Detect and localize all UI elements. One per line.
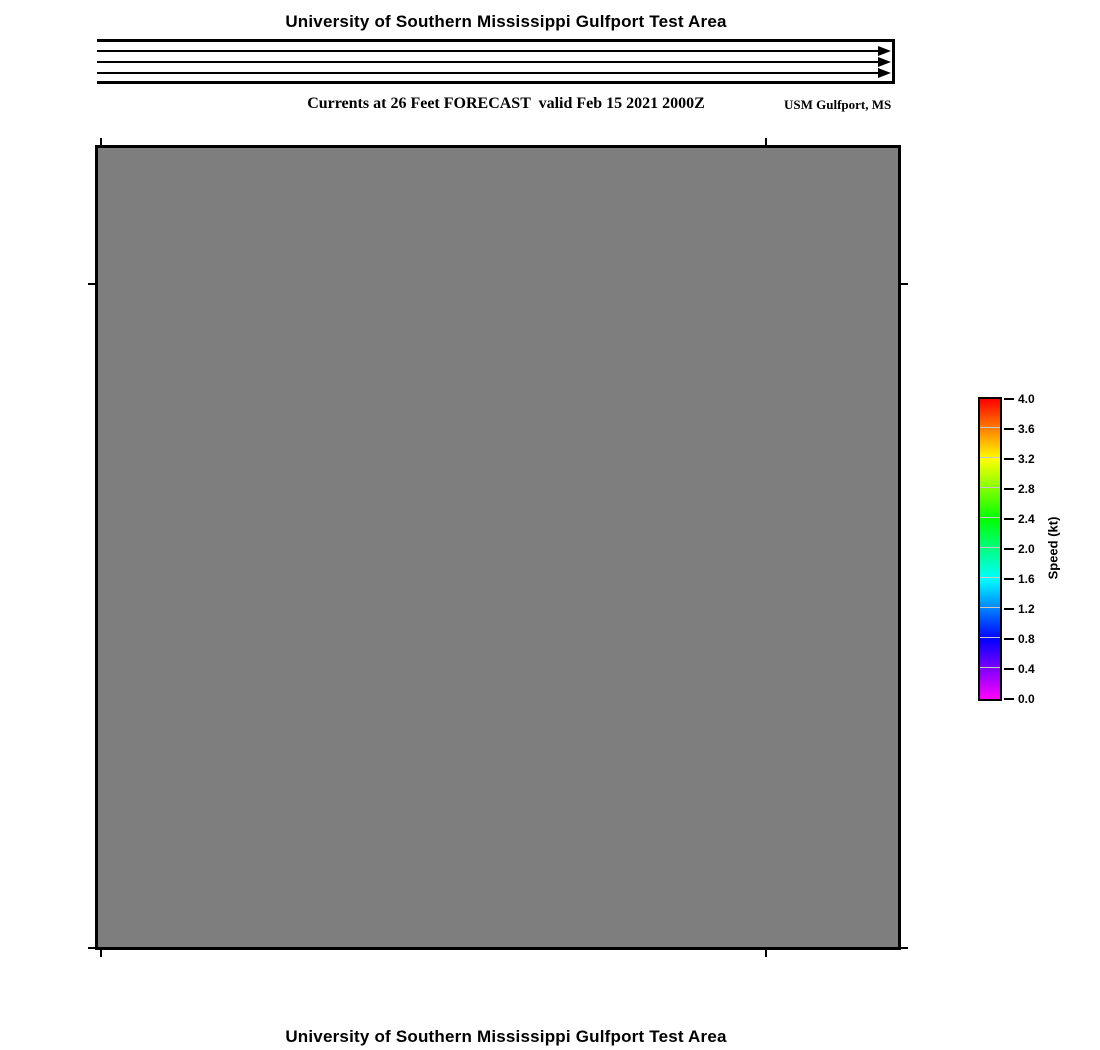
colorbar-tick [1004,518,1014,520]
colorbar-axis-label: Speed (kt) [1045,516,1061,580]
map-frame-tick-left-lower [88,947,95,949]
colorbar-gridline [980,607,1000,608]
colorbar-tick-label: 0.0 [1018,692,1035,706]
colorbar-gridline [980,637,1000,638]
map-frame-tick-top-right [765,138,767,145]
colorbar-tick [1004,668,1014,670]
legend-arrowhead-icon [878,46,891,56]
colorbar-tick-label: 2.8 [1018,482,1035,496]
map-frame-tick-right-upper [901,283,908,285]
station-credit: USM Gulfport, MS [784,97,892,112]
colorbar-gridline [980,517,1000,518]
colorbar-tick [1004,638,1014,640]
colorbar-tick-label: 1.6 [1018,572,1035,586]
legend-arrow-shaft [97,61,879,63]
colorbar-tick-label: 0.4 [1018,662,1035,676]
colorbar-tick [1004,488,1014,490]
colorbar-tick [1004,458,1014,460]
colorbar-gridline [980,577,1000,578]
colorbar-ticks [1002,399,1015,699]
forecast-subtitle: Currents at 26 Feet FORECAST valid Feb 15 2021 2000Z [307,95,705,112]
map-frame-tick-left-upper [88,283,95,285]
colorbar-gridline [980,427,1000,428]
colorbar-tick-label: 3.2 [1018,452,1035,466]
colorbar-tick [1004,608,1014,610]
colorbar [978,397,1002,701]
plot-title-top: University of Southern Mississippi Gulfport Test Area [285,12,727,31]
map-frame-tick-bottom-right [765,950,767,957]
colorbar-tick-label: 0.8 [1018,632,1035,646]
legend-arrowhead-icon [878,68,891,78]
legend-arrow-shaft [97,50,879,52]
colorbar-gridline [980,487,1000,488]
colorbar-tick [1004,428,1014,430]
colorbar-tick [1004,398,1014,400]
colorbar-gridline [980,667,1000,668]
map-frame-tick-top-left [100,138,102,145]
plot-title-bottom: University of Southern Mississippi Gulfport Test Area [285,1027,727,1046]
colorbar-tick [1004,698,1014,700]
map-frame-tick-bottom-left [100,950,102,957]
map-area [95,145,901,950]
colorbar-tick-label: 1.2 [1018,602,1035,616]
colorbar-tick [1004,578,1014,580]
vector-scale-legend [97,39,895,84]
colorbar-tick-label: 2.4 [1018,512,1035,526]
legend-arrowhead-icon [878,57,891,67]
colorbar-gridline [980,547,1000,548]
colorbar-tick-label: 3.6 [1018,422,1035,436]
colorbar-tick-label: 4.0 [1018,392,1035,406]
map-frame-tick-right-lower [901,947,908,949]
colorbar-tick [1004,548,1014,550]
legend-arrow-shaft [97,72,879,74]
colorbar-gridline [980,457,1000,458]
colorbar-tick-label: 2.0 [1018,542,1035,556]
